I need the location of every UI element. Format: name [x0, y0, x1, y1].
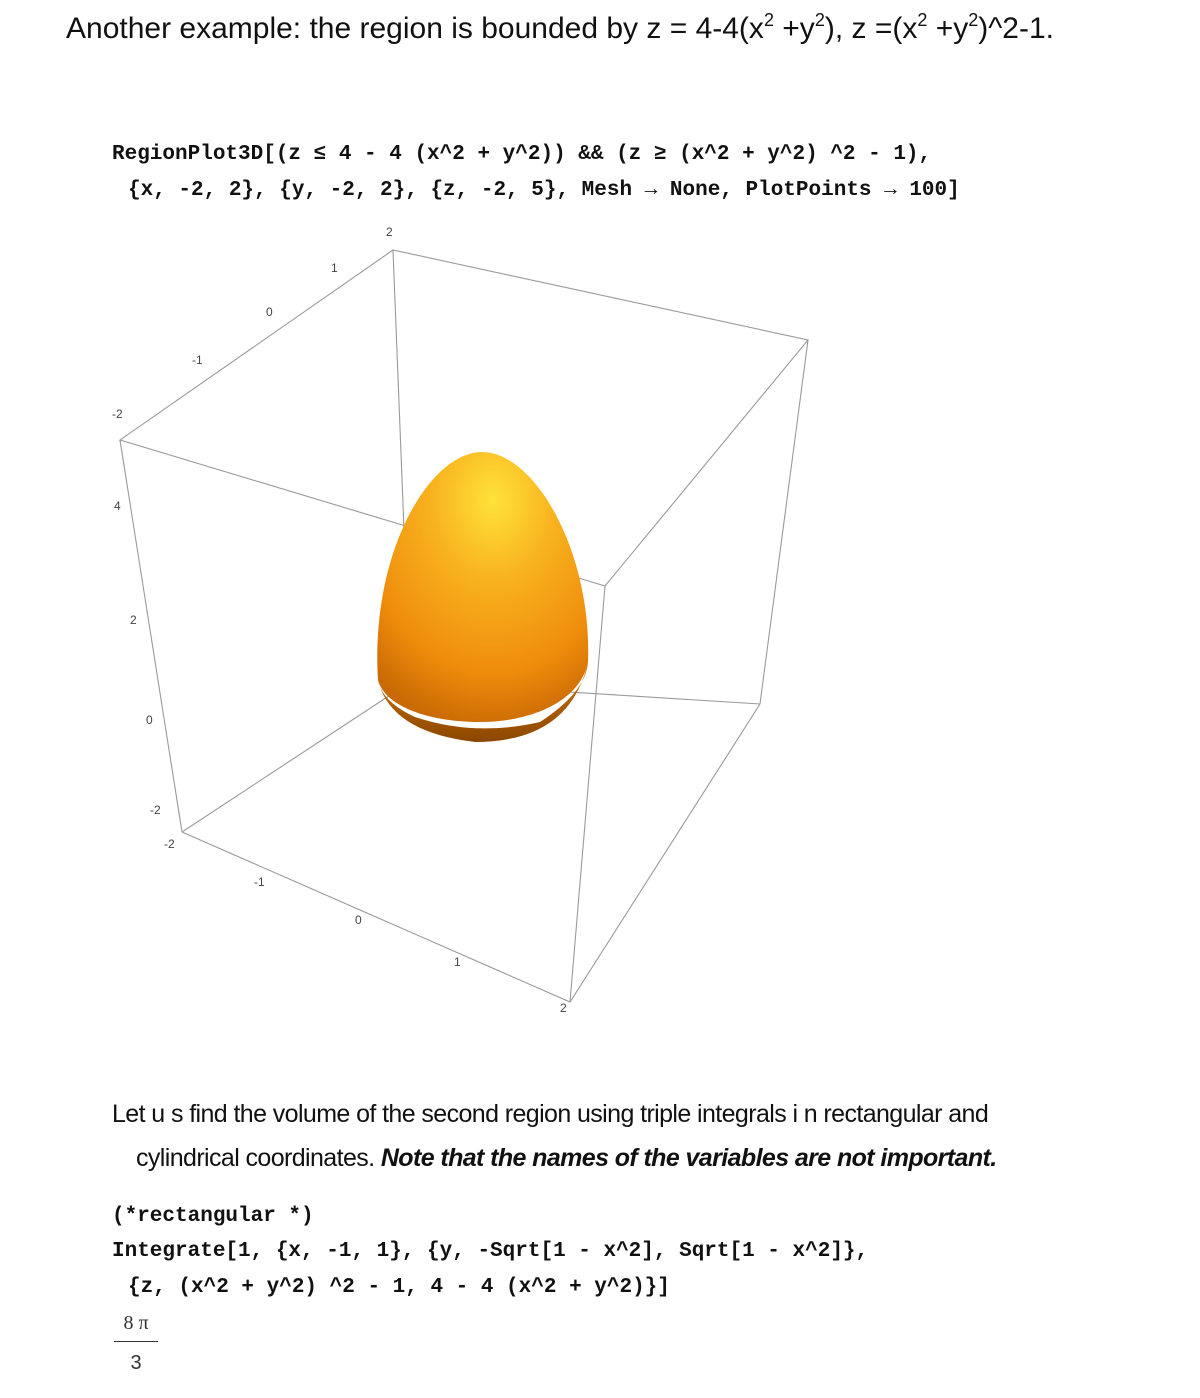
emphasis-note: Note that the names of the variables are not important.: [380, 1144, 997, 1172]
top-tick: 1: [331, 261, 338, 275]
egg-surface: [377, 452, 588, 742]
bottom-tick: 1: [454, 955, 461, 969]
paragraph-line-2: cylindrical coordinates. Note that the names of the variables are not important.: [136, 1144, 997, 1172]
rectangular-comment: (*rectangular *): [112, 1205, 314, 1228]
left-tick: -2: [150, 803, 161, 817]
bottom-tick: -2: [164, 837, 175, 851]
bottom-axis-ticks: [164, 837, 567, 1015]
paragraph-line-1: Let u s find the volume of the second region using triple integrals i n rectangular and: [112, 1100, 989, 1128]
page-heading: Another example: the region is bounded by $z = 4-4(x^2 +y^2)$, $z =(x^2$ $+y^2)\^{}2-1$.: [66, 10, 1054, 45]
regionplot-code-line-1: RegionPlot3D[(z ≤ 4 - 4 (x^2 + y^2)) && (z ≥ (x^2 + y^2) ^2 - 1),: [112, 143, 932, 166]
top-tick: -2: [112, 407, 123, 421]
top-tick: 2: [386, 225, 393, 239]
result-fraction: [114, 1312, 158, 1375]
regionplot-code-line-2: {x, -2, 2}, {y, -2, 2}, {z, -2, 5}, Mesh → None, PlotPoints → 100]: [128, 179, 960, 202]
region-plot-3d: [100, 222, 830, 1022]
bottom-tick: 0: [355, 913, 362, 927]
left-tick: 4: [114, 499, 121, 513]
top-axis-ticks: [112, 225, 393, 421]
integrate-code-line-2: {z, (x^2 + y^2) ^2 - 1, 4 - 4 (x^2 + y^2)}]: [128, 1276, 670, 1299]
bottom-tick: 2: [560, 1001, 567, 1015]
integrate-code-line-1: Integrate[1, {x, -1, 1}, {y, -Sqrt[1 - x^2], Sqrt[1 - x^2]},: [112, 1240, 869, 1263]
result-numerator: 8 π: [114, 1312, 158, 1342]
top-tick: 0: [266, 305, 273, 319]
result-denominator: 3: [130, 1352, 142, 1374]
left-tick: 0: [146, 713, 153, 727]
left-tick: 2: [130, 613, 137, 627]
top-tick: -1: [192, 353, 203, 367]
bottom-tick: -1: [254, 875, 265, 889]
